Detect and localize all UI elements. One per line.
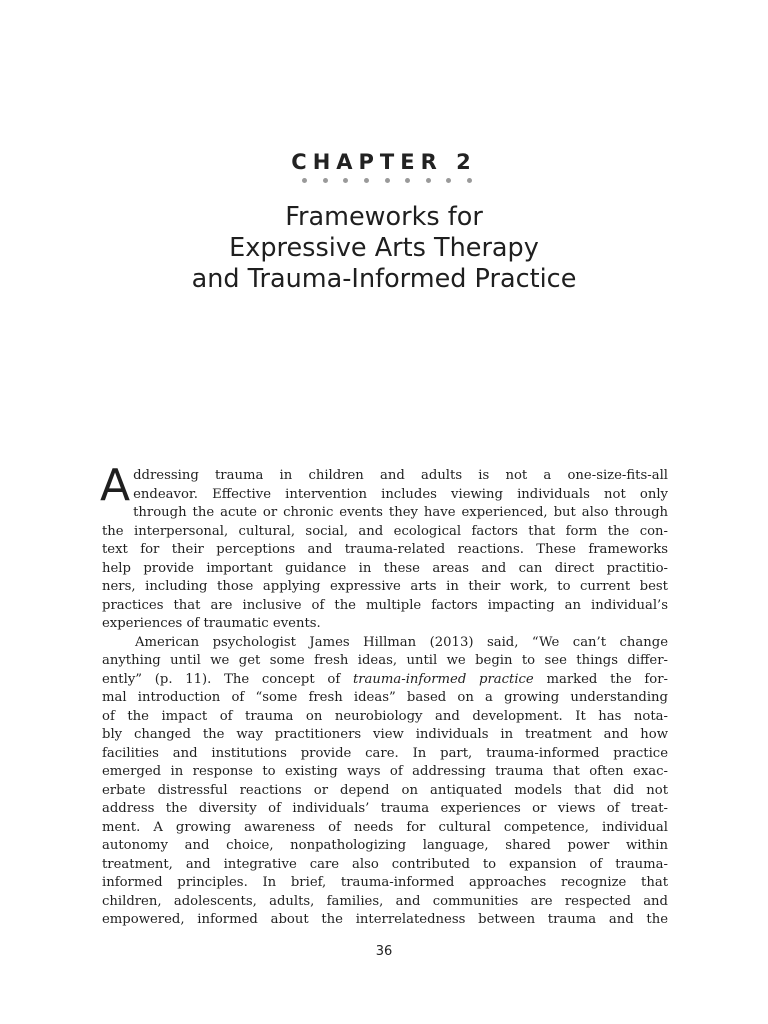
text-line: empowered, informed about the interrelatedness between trauma and the — [102, 912, 668, 927]
chapter-label: CHAPTER 2 — [291, 150, 477, 174]
ornament-dot — [405, 178, 410, 183]
chapter-ornament-dots — [302, 175, 472, 185]
text-line: ddressing trauma in children and adults is not a one-size-fits-all — [133, 468, 668, 483]
ornament-dot — [302, 178, 307, 183]
text-line: the interpersonal, cultural, social, and ecological factors that form the con- — [102, 523, 668, 539]
ornament-dot — [385, 178, 390, 183]
chapter-title-line: Frameworks for — [285, 202, 483, 232]
text-line: ment. A growing awareness of needs for cultural competence, individual — [102, 819, 668, 835]
text-line: facilities and institutions provide care. In part, trauma-informed practice — [102, 745, 668, 761]
text-line: informed principles. In brief, trauma-informed approaches recognize that — [102, 875, 668, 890]
text-line: emerged in response to existing ways of addressing trauma that often exac- — [102, 764, 668, 779]
text-line: treatment, and integrative care also contributed to expansion of trauma- — [102, 856, 668, 872]
ornament-dot — [467, 178, 472, 183]
text-line: autonomy and choice, nonpathologizing language, shared power within — [102, 838, 668, 853]
text-span: ently” (p. 11). The concept of — [102, 671, 353, 687]
text-span: marked the for- — [533, 671, 668, 687]
paragraph-2 — [102, 634, 668, 930]
text-line: address the diversity of individuals’ trauma experiences or views of treat- — [102, 801, 668, 816]
text-line: of the impact of trauma on neurobiology and development. It has nota- — [102, 708, 668, 724]
text-line: help provide important guidance in these areas and can direct practitio- — [102, 560, 668, 576]
text-line: through the acute or chronic events they have experienced, but also through — [133, 505, 668, 520]
text-line: experiences of traumatic events. — [102, 616, 321, 631]
chapter-title-line: and Trauma-Informed Practice — [191, 264, 577, 294]
ornament-dot — [323, 178, 328, 183]
text-line: erbate distressful reactions or depend on antiquated models that did not — [102, 782, 668, 798]
italic-term: trauma-informed practice — [352, 671, 534, 687]
text-line: ners, including those applying expressive arts in their work, to current best — [102, 579, 668, 594]
body-text — [100, 460, 668, 930]
drop-cap: A — [100, 460, 131, 511]
ornament-dot — [364, 178, 369, 183]
ornament-dot — [426, 178, 431, 183]
text-line: anything until we get some fresh ideas, until we begin to see things differ- — [102, 653, 668, 668]
text-line: practices that are inclusive of the multiple factors impacting an individual’s — [102, 597, 668, 613]
chapter-title-line: Expressive Arts Therapy — [229, 233, 539, 263]
text-line — [102, 671, 668, 690]
ornament-dot — [343, 178, 348, 183]
text-line: text for their perceptions and trauma-related reactions. These frameworks — [102, 542, 668, 557]
ornament-dot — [446, 178, 451, 183]
text-line: children, adolescents, adults, families, and communities are respected and — [102, 893, 668, 909]
text-line: endeavor. Effective intervention includes viewing individuals not only — [133, 486, 668, 502]
chapter-title — [0, 202, 768, 295]
text-line: bly changed the way practitioners view individuals in treatment and how — [102, 727, 668, 742]
paragraph-1 — [100, 460, 668, 634]
text-line: American psychologist James Hillman (2013) said, “We can’t change — [135, 634, 668, 650]
text-line: mal introduction of “some fresh ideas” based on a growing understanding — [102, 690, 668, 705]
page-number: 36 — [375, 944, 393, 959]
